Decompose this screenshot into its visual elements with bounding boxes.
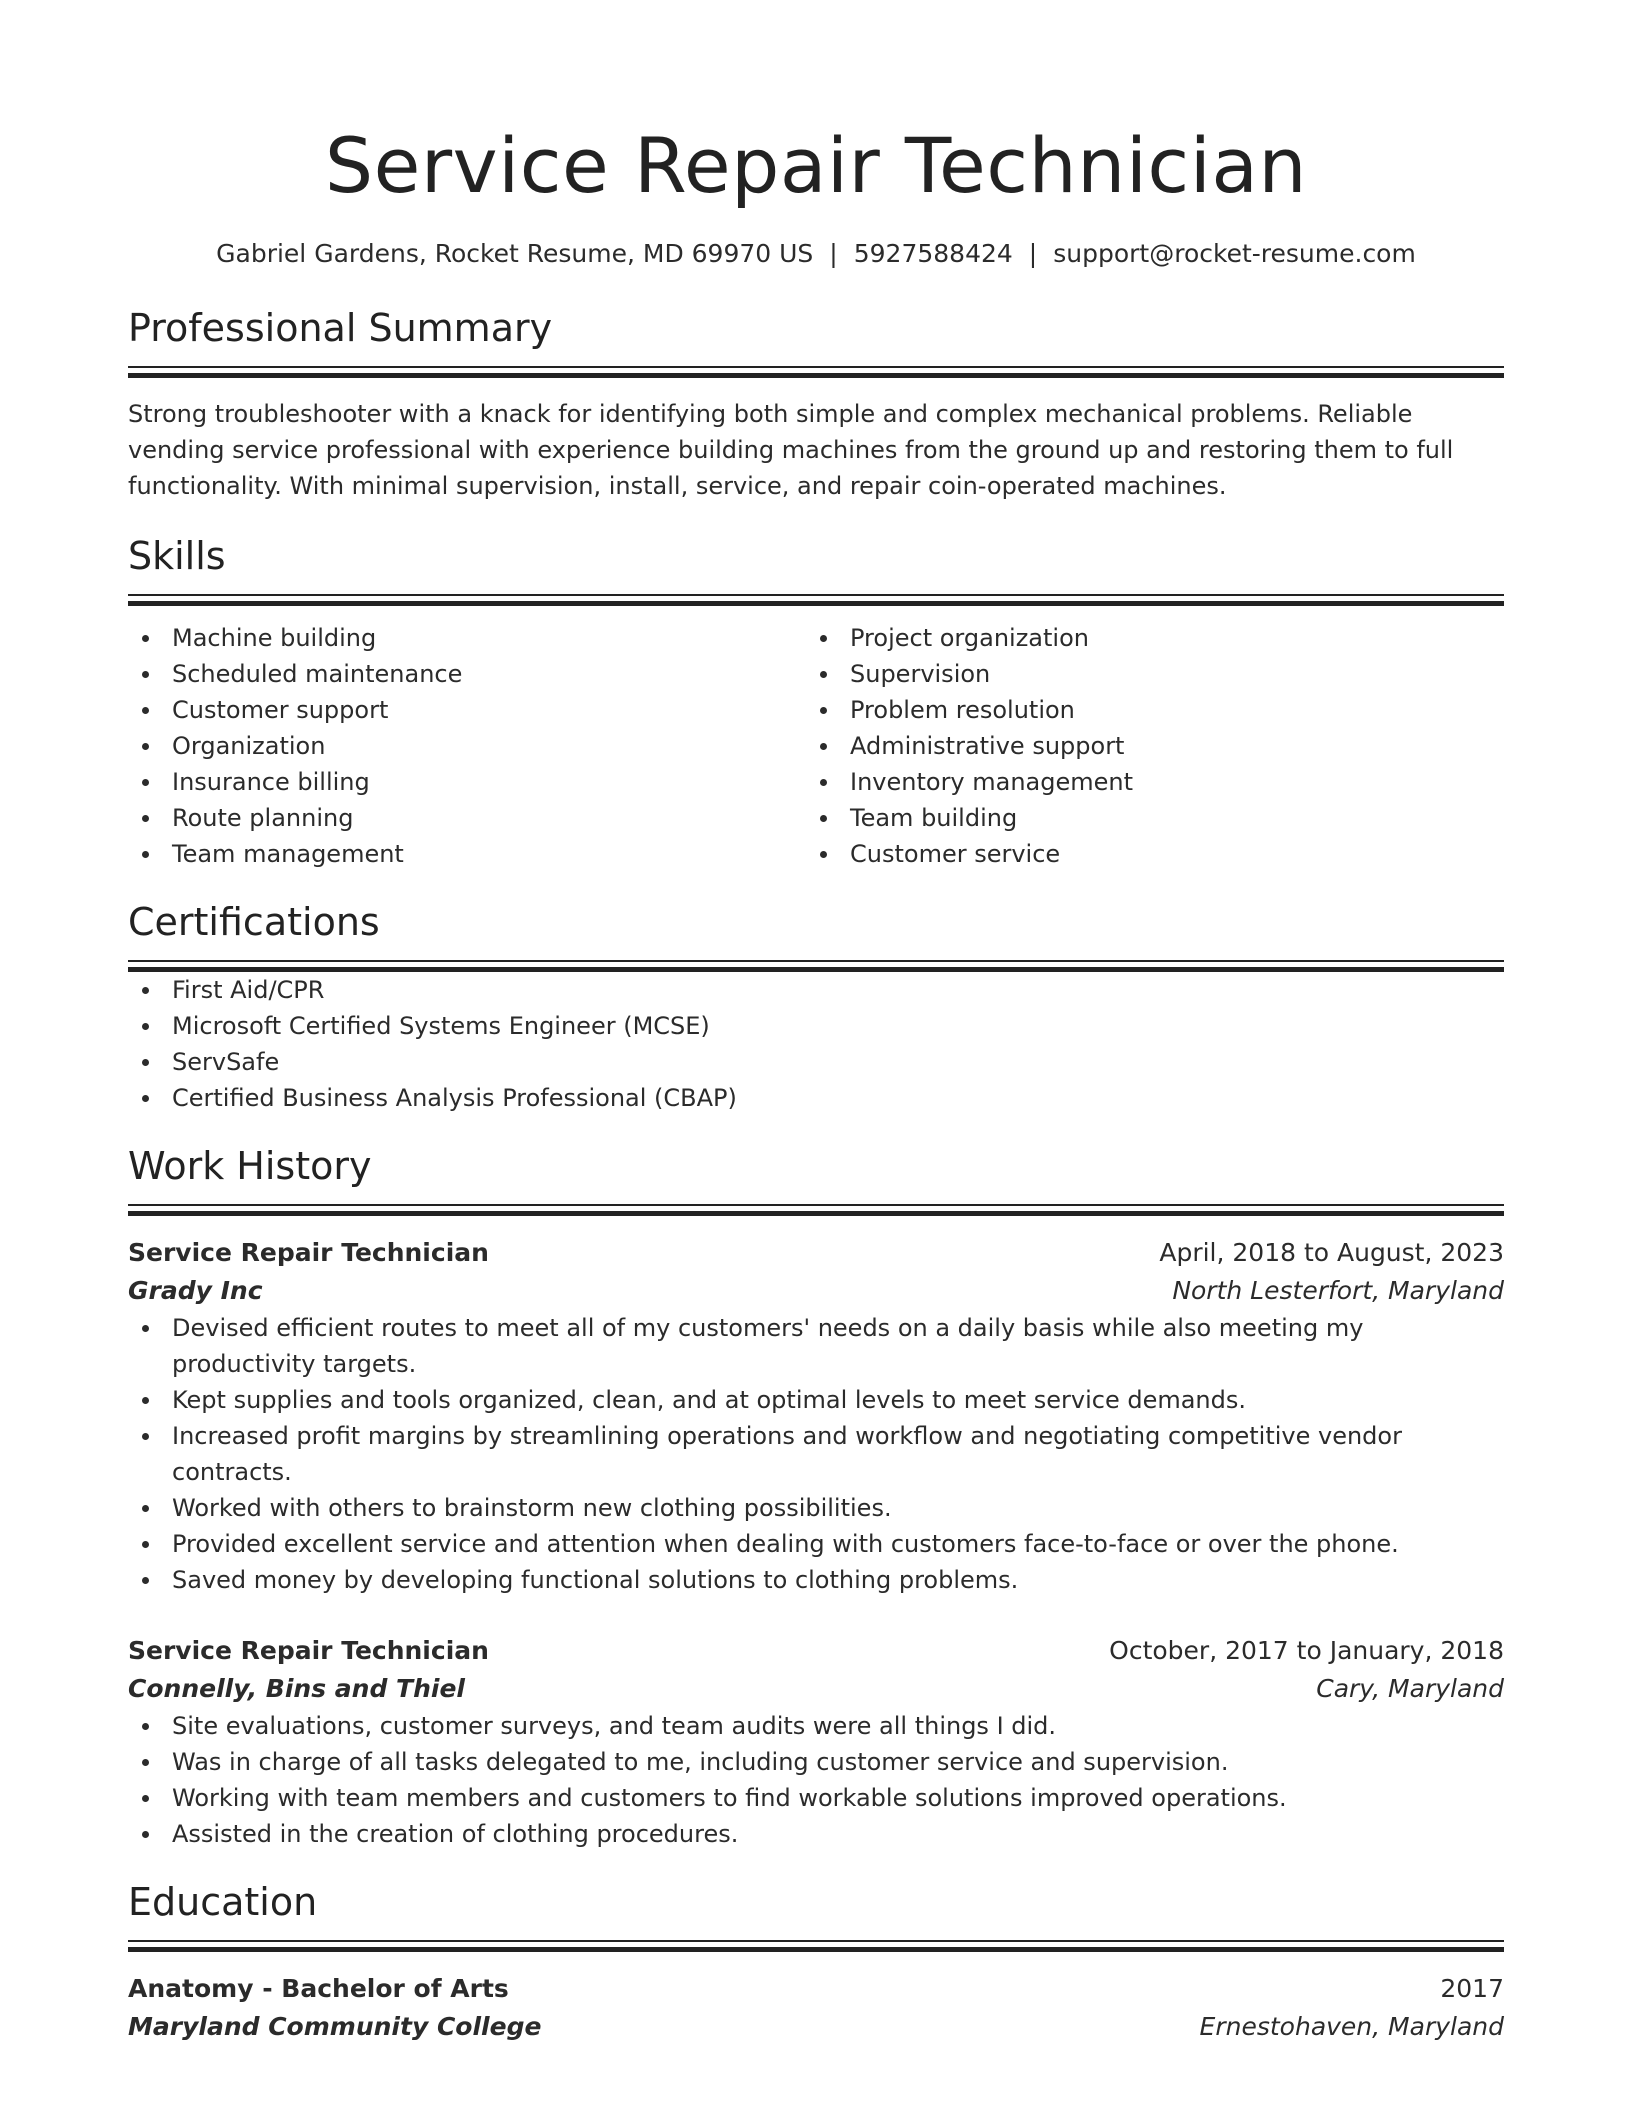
job-duty-item: Assisted in the creation of clothing procedures. bbox=[128, 1816, 1504, 1852]
contact-email: support@rocket-resume.com bbox=[1053, 239, 1416, 268]
job-location: North Lesterfort, Maryland bbox=[1172, 1276, 1504, 1305]
job-duties-list bbox=[128, 1708, 1504, 1852]
job-subheader bbox=[128, 1272, 1504, 1310]
job-dates: October, 2017 to January, 2018 bbox=[1109, 1636, 1504, 1665]
job-duty-item: Worked with others to brainstorm new clothing possibilities. bbox=[128, 1490, 1504, 1526]
section-heading-work-history: Work History bbox=[128, 1144, 372, 1188]
job-subheader bbox=[128, 1670, 1504, 1708]
skill-item: Organization bbox=[128, 728, 806, 764]
section-divider bbox=[128, 960, 1504, 972]
contact-separator: | bbox=[1028, 239, 1038, 268]
contact-line bbox=[128, 238, 1504, 270]
job-title: Service Repair Technician bbox=[128, 1238, 489, 1267]
job-duty-item: Site evaluations, customer surveys, and team audits were all things I did. bbox=[128, 1708, 1504, 1744]
skills-list-left bbox=[128, 620, 806, 872]
education-year: 2017 bbox=[1440, 1974, 1504, 2003]
section-heading-education: Education bbox=[128, 1880, 318, 1924]
section-heading-certifications: Certifications bbox=[128, 900, 380, 944]
job-header bbox=[128, 1234, 1504, 1272]
job-entry bbox=[128, 1234, 1504, 1598]
job-duty-item: Increased profit margins by streamlining operations and workflow and negotiating competitive vendor contracts. bbox=[128, 1418, 1504, 1490]
job-duties-list bbox=[128, 1310, 1504, 1598]
section-divider bbox=[128, 366, 1504, 378]
contact-address: Gabriel Gardens, Rocket Resume, MD 69970 US bbox=[216, 239, 814, 268]
job-company: Connelly, Bins and Thiel bbox=[128, 1674, 465, 1703]
job-dates: April, 2018 to August, 2023 bbox=[1159, 1238, 1504, 1267]
section-divider bbox=[128, 1204, 1504, 1216]
job-title: Service Repair Technician bbox=[128, 1636, 489, 1665]
education-school: Maryland Community College bbox=[128, 2012, 542, 2041]
skill-item: Project organization bbox=[806, 620, 1484, 656]
work-history-section bbox=[128, 1142, 1504, 1852]
education-entry bbox=[128, 1970, 1504, 2046]
summary-text: Strong troubleshooter with a knack for identifying both simple and complex mechanical problems. Reliable vending service professional with experience building machines from the ground up and restoring them to full functionality. With minimal supervision, install, service, and repair coin-operated machines. bbox=[128, 400, 1454, 500]
certification-item: First Aid/CPR bbox=[128, 972, 1504, 1008]
contact-separator: | bbox=[829, 239, 838, 268]
certifications-section bbox=[128, 898, 1504, 1116]
resume-page bbox=[128, 0, 1504, 2046]
certifications-list bbox=[128, 972, 1504, 1116]
job-duty-item: Was in charge of all tasks delegated to me, including customer service and supervision. bbox=[128, 1744, 1504, 1780]
contact-phone: 5927588424 bbox=[853, 239, 1013, 268]
job-header bbox=[128, 1632, 1504, 1670]
job-duty-item: Kept supplies and tools organized, clean, and at optimal levels to meet service demands. bbox=[128, 1382, 1504, 1418]
skill-item: Machine building bbox=[128, 620, 806, 656]
skill-item: Scheduled maintenance bbox=[128, 656, 806, 692]
skill-item: Supervision bbox=[806, 656, 1484, 692]
skill-item: Team management bbox=[128, 836, 806, 872]
job-duty-item: Working with team members and customers to find workable solutions improved operations. bbox=[128, 1780, 1504, 1816]
skill-item: Inventory management bbox=[806, 764, 1484, 800]
skill-item: Insurance billing bbox=[128, 764, 806, 800]
skills-section bbox=[128, 532, 1504, 872]
education-section bbox=[128, 1878, 1504, 2046]
skills-list-right bbox=[806, 620, 1484, 872]
skills-grid bbox=[128, 620, 1504, 872]
skill-item: Route planning bbox=[128, 800, 806, 836]
education-subheader bbox=[128, 2008, 1504, 2046]
skill-item: Team building bbox=[806, 800, 1484, 836]
resume-title: Service Repair Technician bbox=[324, 121, 1308, 210]
education-header bbox=[128, 1970, 1504, 2008]
section-divider bbox=[128, 1940, 1504, 1952]
certification-item: ServSafe bbox=[128, 1044, 1504, 1080]
job-duty-item: Devised efficient routes to meet all of my customers' needs on a daily basis while also meeting my productivity targets. bbox=[128, 1310, 1504, 1382]
education-degree: Anatomy - Bachelor of Arts bbox=[128, 1974, 509, 2003]
job-location: Cary, Maryland bbox=[1316, 1674, 1504, 1703]
job-company: Grady Inc bbox=[128, 1276, 263, 1305]
section-heading-skills: Skills bbox=[128, 534, 226, 578]
section-divider bbox=[128, 594, 1504, 606]
skill-item: Customer support bbox=[128, 692, 806, 728]
skill-item: Administrative support bbox=[806, 728, 1484, 764]
job-entry bbox=[128, 1632, 1504, 1852]
job-duty-item: Provided excellent service and attention when dealing with customers face-to-face or over the phone. bbox=[128, 1526, 1504, 1562]
summary-section bbox=[128, 304, 1504, 504]
skill-item: Problem resolution bbox=[806, 692, 1484, 728]
job-duty-item: Saved money by developing functional solutions to clothing problems. bbox=[128, 1562, 1504, 1598]
skill-item: Customer service bbox=[806, 836, 1484, 872]
section-heading-summary: Professional Summary bbox=[128, 306, 553, 350]
certification-item: Certified Business Analysis Professional (CBAP) bbox=[128, 1080, 1504, 1116]
certification-item: Microsoft Certified Systems Engineer (MCSE) bbox=[128, 1008, 1504, 1044]
education-location: Ernestohaven, Maryland bbox=[1199, 2012, 1504, 2041]
